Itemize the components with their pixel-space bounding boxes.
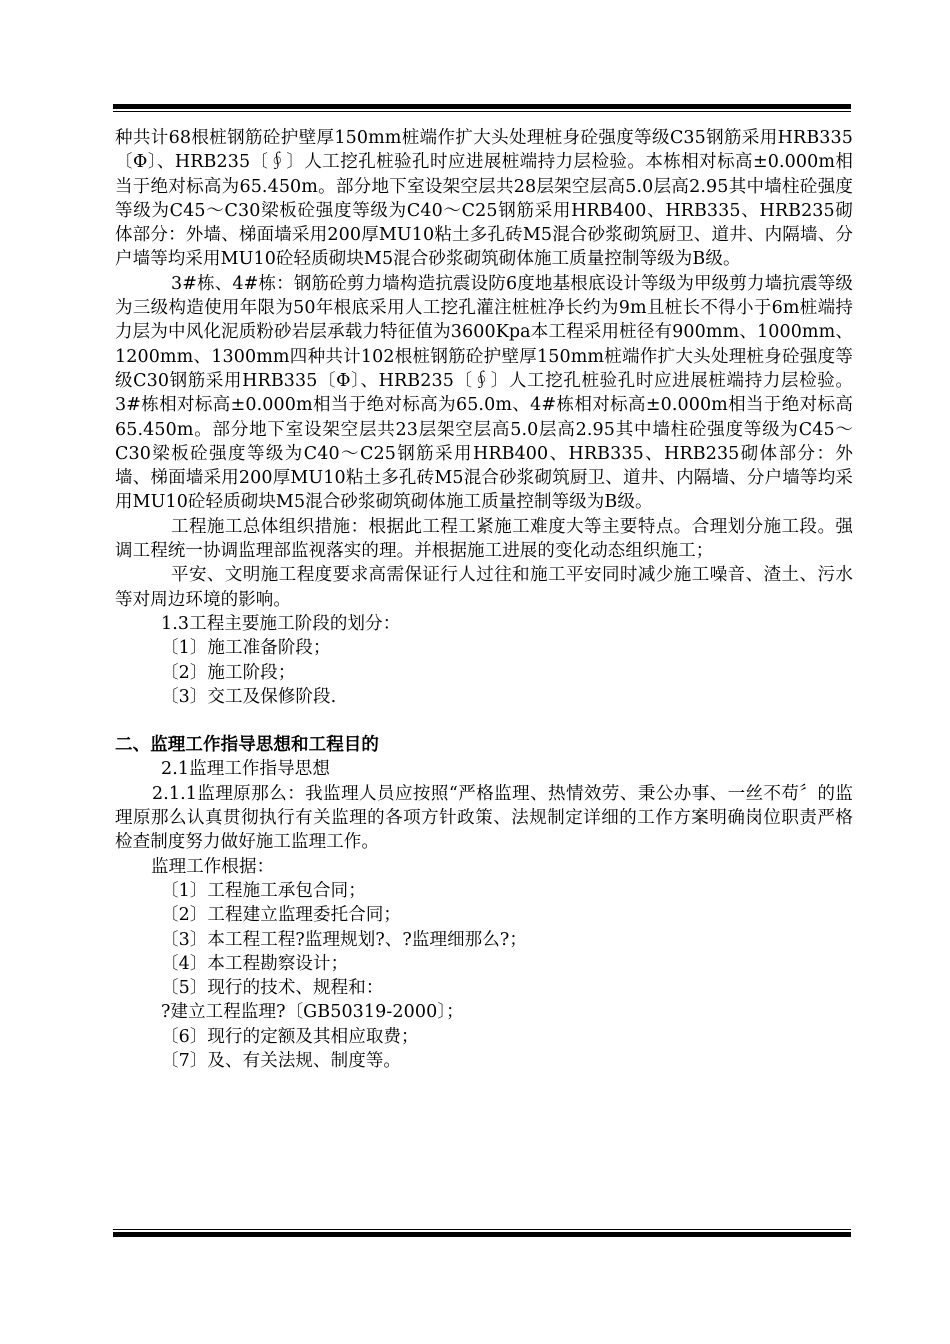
paragraph-principles: 2.1.1监理原那么：我监理人员应按照“严格监理、热情效劳、秉公办事、一丝不苟〞的监理原那么认真贯彻执行有关监理的各项方针政策、法规制定详细的工作方案明确岗位职责严格检查制度努力做好施工监理工作。 [115,783,853,853]
header-rule [113,104,851,112]
paragraph-safety: 平安、文明施工程度要求高需保证行人过往和施工平安同时减少施工噪音、渣土、污水等对周边环境的影响。 [115,565,853,610]
list-item: 〔1〕施工准备阶段； [161,638,331,659]
basis-item: 〔5〕现行的技术、规程和： [161,978,384,999]
paragraph-organization: 工程施工总体组织措施：根据此工程工紧施工难度大等主要特点。合理划分施工段。强调工程统一协调监理部监视落实的理。并根据施工进展的变化动态组织施工； [115,516,853,562]
document-body [115,126,853,1073]
basis-item: 〔4〕本工程勘察设计； [161,953,349,974]
basis-item: 〔1〕工程施工承包合同； [161,880,366,901]
section-heading: 二、监理工作指导思想和工程目的 [115,735,379,756]
list-item: 〔3〕交工及保修阶段. [161,686,337,707]
basis-title: 监理工作根据： [151,856,275,877]
basis-item: 〔3〕本工程工程?监理规划?、?监理细那么?； [161,929,527,950]
basis-item: 〔7〕及、有关法规、制度等。 [161,1050,402,1071]
paragraph-building-1-2: 种共计68根桩钢筋砼护壁厚150mm桩端作扩大头处理桩身砼强度等级C35钢筋采用HRB335〔Φ〕、HRB235〔∮〕人工挖孔桩验孔时应进展桩端持力层检验。本栋相对标高±0.000m相当于绝对标高为65.450m。部分地下室设架空层共28层架空层高5.0层高2.95其中墙柱砼强度等级为C45～C30梁板砼强度等级为C40～C25钢筋采用HRB400、HRB335、HRB235砌体部分：外墙、梯面墙采用200厚MU10粘土多孔砖M5混合砂浆砌筑厨卫、道井、内隔墙、分户墙等均采用MU10砼轻质砌块M5混合砂浆砌筑砌体施工质量控制等级为B级。 [115,128,853,270]
subsection-title: 2.1监理工作指导思想 [161,759,330,780]
paragraph-building-3-4: 3#栋、4#栋：钢筋砼剪力墙构造抗震设防6度地基根底设计等级为甲级剪力墙抗震等级为三级构造使用年限为50年根底采用人工挖孔灌注桩桩净长约为9m且桩长不得小于6m桩端持力层为中风化泥质粉砂岩层承载力特征值为3600Kpa本工程采用桩径有900mm、1000mm、1200mm、1300mm四种共计102根桩钢筋砼护壁厚150mm桩端作扩大头处理桩身砼强度等级C30钢筋采用HRB335〔Φ〕、HRB235〔∮〕人工挖孔桩验孔时应进展桩端持力层检验。3#栋相对标高±0.000m相当于绝对标高为65.0m、4#栋相对标高±0.000m相当于绝对标高65.450m。部分地下室设架空层共23层架空层高5.0层高2.95其中墙柱砼强度等级为C45～C30梁板砼强度等级为C40～C25钢筋采用HRB400、HRB335、HRB235砌体部分：外墙、梯面墙采用200厚MU10粘土多孔砖M5混合砂浆砌筑厨卫、道井、内隔墙、分户墙等均采用MU10砼轻质砌块M5混合砂浆砌筑砌体施工质量控制等级为B级。 [115,273,853,513]
list-item: 〔2〕施工阶段； [161,662,296,683]
basis-item: 〔2〕工程建立监理委托合同； [161,905,402,926]
basis-item: ?建立工程监理?〔GB50319-2000〕； [161,1002,464,1023]
footer-rule [113,1229,851,1237]
stage-division-title: 1.3工程主要施工阶段的划分： [161,613,401,634]
basis-item: 〔6〕现行的定额及其相应取费； [161,1026,419,1047]
